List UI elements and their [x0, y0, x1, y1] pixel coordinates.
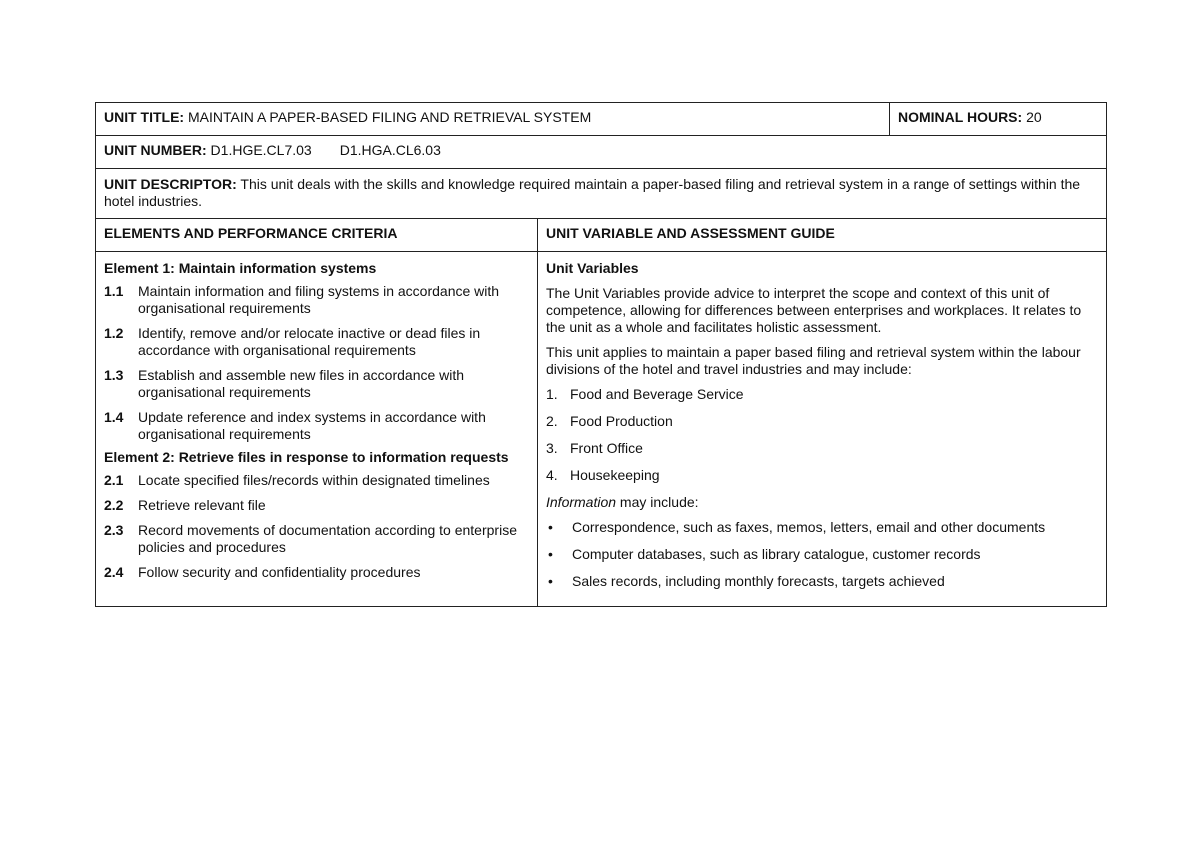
bullet-icon: • — [548, 519, 553, 535]
criterion-text: Record movements of documentation according to enterprise policies and procedures — [138, 522, 517, 555]
unit-variables-intro: The Unit Variables provide advice to interpret the scope and context of this unit of competence, allowing for differences between enterprises and workplaces. It relates to the unit as a whole and facilitates holistic assessment. — [546, 285, 1082, 335]
bullet-text: Computer databases, such as library catalogue, customer records — [572, 546, 981, 562]
content-row — [96, 252, 1107, 607]
unit-descriptor-text: This unit deals with the skills and knowledge required maintain a paper-based filing and retrieval system in a range of settings within the hotel industries. — [104, 176, 1081, 209]
list-item — [546, 440, 1098, 457]
element-title: Element 1: Maintain information systems — [104, 260, 377, 276]
criterion-number: 1.4 — [104, 409, 124, 425]
criterion-number: 1.2 — [104, 325, 124, 341]
criterion — [104, 497, 529, 514]
section-header-row — [96, 219, 1107, 252]
elements-cell — [96, 252, 538, 607]
list-number: 1. — [546, 386, 558, 402]
criterion-number: 2.4 — [104, 564, 124, 580]
element-block — [104, 260, 529, 443]
bullet-icon: • — [548, 573, 553, 589]
unit-title-row — [96, 103, 1107, 136]
criterion — [104, 472, 529, 489]
unit-descriptor-row — [96, 169, 1107, 219]
unit-descriptor-cell — [96, 169, 1107, 219]
criterion — [104, 367, 529, 401]
list-item — [546, 386, 1098, 403]
unit-number-label: UNIT NUMBER: — [104, 142, 207, 158]
list-item — [546, 467, 1098, 484]
unit-scope-paragraph: This unit applies to maintain a paper based filing and retrieval system within the labour divisions of the hotel and travel industries and may include: — [546, 344, 1081, 377]
list-number: 4. — [546, 467, 558, 483]
information-term: Information — [546, 494, 617, 510]
list-item — [546, 413, 1098, 430]
criterion — [104, 409, 529, 443]
bullet-item — [546, 546, 1098, 563]
bullet-text: Sales records, including monthly forecasts, targets achieved — [572, 573, 945, 589]
criterion-text: Maintain information and filing systems in accordance with organisational requirements — [138, 283, 500, 316]
criterion — [104, 283, 529, 317]
unit-number-code-2: D1.HGA.CL6.03 — [339, 142, 441, 158]
bullet-icon: • — [548, 546, 553, 562]
unit-title-cell — [96, 103, 890, 136]
information-intro-text: may include: — [616, 494, 699, 510]
unit-variables-heading: Unit Variables — [546, 260, 639, 276]
list-item-text: Housekeeping — [570, 467, 660, 483]
criterion — [104, 522, 529, 556]
unit-table — [95, 102, 1107, 607]
nominal-hours-label: NOMINAL HOURS: — [898, 109, 1023, 125]
bullet-item — [546, 573, 1098, 590]
unit-title-label: UNIT TITLE: — [104, 109, 185, 125]
criterion-text: Update reference and index systems in accordance with organisational requirements — [138, 409, 486, 442]
list-item-text: Food Production — [570, 413, 673, 429]
criterion-number: 1.1 — [104, 283, 124, 299]
criterion-number: 2.2 — [104, 497, 124, 513]
labour-divisions-list — [546, 386, 1098, 484]
information-list — [546, 519, 1098, 590]
bullet-text: Correspondence, such as faxes, memos, letters, email and other documents — [572, 519, 1046, 535]
unit-number-cell — [96, 136, 1107, 169]
criterion-text: Identify, remove and/or relocate inactive or dead files in accordance with organisational requirements — [138, 325, 481, 358]
nominal-hours-value: 20 — [1026, 109, 1042, 125]
criterion — [104, 325, 529, 359]
list-number: 3. — [546, 440, 558, 456]
list-item-text: Food and Beverage Service — [570, 386, 744, 402]
criterion-text: Establish and assemble new files in accordance with organisational requirements — [138, 367, 465, 400]
unit-descriptor-label: UNIT DESCRIPTOR: — [104, 176, 237, 192]
assessment-guide-cell — [538, 252, 1107, 607]
list-item-text: Front Office — [570, 440, 643, 456]
unit-number-code-1: D1.HGE.CL7.03 — [210, 142, 312, 158]
bullet-item — [546, 519, 1098, 536]
unit-number-row — [96, 136, 1107, 169]
nominal-hours-cell — [890, 103, 1107, 136]
criterion-number: 2.3 — [104, 522, 124, 538]
criterion — [104, 564, 529, 581]
information-intro — [546, 494, 1098, 511]
criterion-text: Follow security and confidentiality procedures — [138, 564, 421, 580]
element-block — [104, 449, 529, 581]
criterion-number: 2.1 — [104, 472, 124, 488]
element-title: Element 2: Retrieve files in response to information requests — [104, 449, 509, 465]
list-number: 2. — [546, 413, 558, 429]
criterion-number: 1.3 — [104, 367, 124, 383]
criterion-text: Locate specified files/records within designated timelines — [138, 472, 490, 488]
unit-title-value: MAINTAIN A PAPER-BASED FILING AND RETRIEVAL SYSTEM — [188, 109, 592, 125]
assessment-guide-header: UNIT VARIABLE AND ASSESSMENT GUIDE — [538, 219, 1107, 252]
criterion-text: Retrieve relevant file — [138, 497, 266, 513]
elements-header: ELEMENTS AND PERFORMANCE CRITERIA — [96, 219, 538, 252]
